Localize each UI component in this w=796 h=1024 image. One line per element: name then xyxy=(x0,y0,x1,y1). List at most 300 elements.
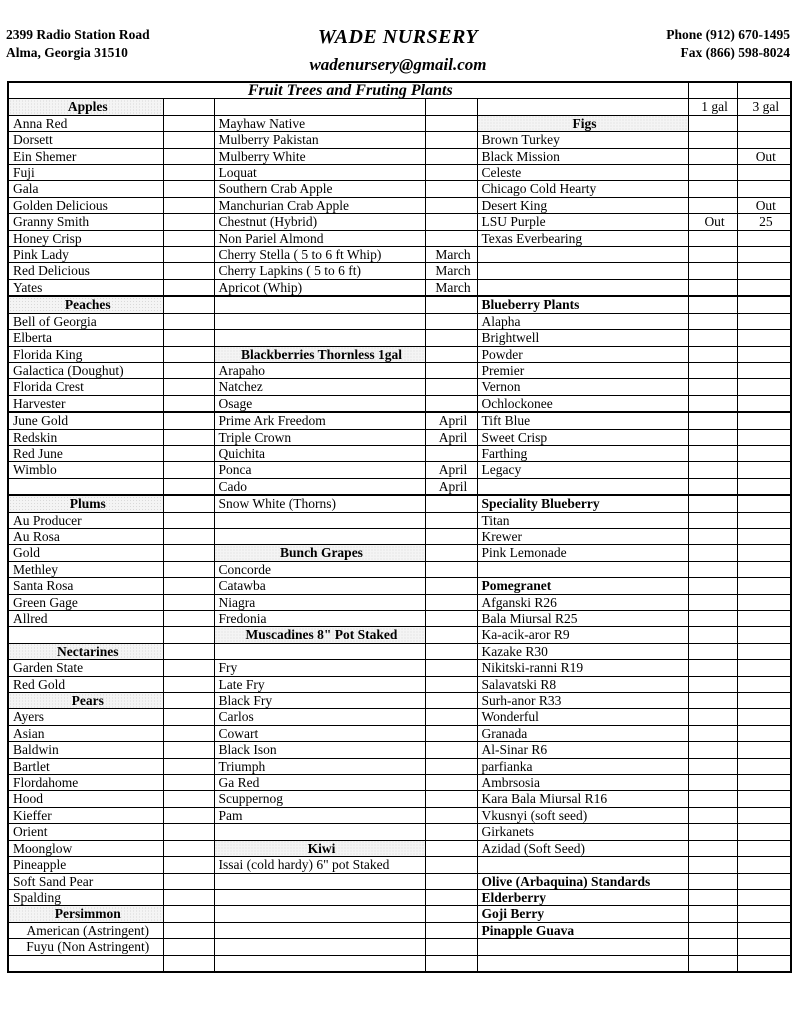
category-header-cell: Goji Berry xyxy=(477,906,688,922)
table-cell: Snow White (Thorns) xyxy=(214,495,425,512)
table-row xyxy=(8,643,791,659)
table-cell xyxy=(163,840,214,856)
table-cell xyxy=(688,395,737,412)
table-cell xyxy=(737,263,791,279)
table-row xyxy=(8,379,791,395)
table-cell xyxy=(163,395,214,412)
table-cell xyxy=(688,412,737,429)
table-cell: Mulberry Pakistan xyxy=(214,132,425,148)
table-cell xyxy=(477,857,688,873)
table-cell: Ambrsosia xyxy=(477,775,688,791)
table-cell: Loquat xyxy=(214,165,425,181)
table-cell: Texas Everbearing xyxy=(477,230,688,246)
table-cell xyxy=(688,462,737,478)
table-cell xyxy=(425,725,477,741)
table-cell xyxy=(688,512,737,528)
table-cell xyxy=(688,873,737,889)
table-cell xyxy=(163,247,214,263)
table-cell xyxy=(163,873,214,889)
table-cell: Fuyu (Non Astringent) xyxy=(8,939,163,955)
table-cell xyxy=(425,512,477,528)
category-header-cell: Blueberry Plants xyxy=(477,296,688,313)
table-cell xyxy=(163,362,214,378)
table-cell: Black Mission xyxy=(477,148,688,164)
table-cell xyxy=(425,181,477,197)
table-cell xyxy=(688,922,737,938)
table-cell xyxy=(425,742,477,758)
table-cell xyxy=(737,462,791,478)
table-cell xyxy=(737,742,791,758)
table-cell xyxy=(163,379,214,395)
table-cell: Afganski R26 xyxy=(477,594,688,610)
table-cell xyxy=(163,660,214,676)
table-row xyxy=(8,545,791,561)
table-cell: Hood xyxy=(8,791,163,807)
table-cell: Bala Miursal R25 xyxy=(477,611,688,627)
table-cell xyxy=(737,709,791,725)
table-row xyxy=(8,395,791,412)
table-cell xyxy=(425,939,477,955)
table-cell xyxy=(163,939,214,955)
table-cell: Triple Crown xyxy=(214,429,425,445)
table-cell xyxy=(737,693,791,709)
table-cell xyxy=(737,643,791,659)
table-row xyxy=(8,922,791,938)
table-row xyxy=(8,873,791,889)
table-cell xyxy=(163,594,214,610)
table-cell xyxy=(737,873,791,889)
section-header-cell: Plums xyxy=(8,495,163,512)
table-cell: April xyxy=(425,412,477,429)
table-row xyxy=(8,709,791,725)
table-cell: Yates xyxy=(8,279,163,296)
table-cell xyxy=(688,313,737,329)
table-cell: Titan xyxy=(477,512,688,528)
table-cell xyxy=(425,676,477,692)
table-cell xyxy=(688,824,737,840)
table-row xyxy=(8,346,791,362)
section-header-cell: Kiwi xyxy=(214,840,425,856)
table-row xyxy=(8,82,791,99)
table-cell: Baldwin xyxy=(8,742,163,758)
table-cell: Triumph xyxy=(214,758,425,774)
table-cell xyxy=(163,99,214,115)
table-cell: Arapaho xyxy=(214,362,425,378)
table-cell xyxy=(425,561,477,577)
table-cell xyxy=(163,115,214,131)
nursery-email: wadenursery@gmail.com xyxy=(309,55,487,74)
table-row xyxy=(8,578,791,594)
table-cell xyxy=(214,643,425,659)
table-cell: Ga Red xyxy=(214,775,425,791)
table-cell xyxy=(737,939,791,955)
table-cell xyxy=(688,181,737,197)
table-cell: Prime Ark Freedom xyxy=(214,412,425,429)
category-header-cell: Pinapple Guava xyxy=(477,922,688,938)
table-cell xyxy=(163,495,214,512)
table-row xyxy=(8,313,791,329)
table-cell xyxy=(425,132,477,148)
section-header-cell: Persimmon xyxy=(8,906,163,922)
table-row xyxy=(8,742,791,758)
table-cell xyxy=(425,197,477,213)
table-row xyxy=(8,412,791,429)
table-cell: Wimblo xyxy=(8,462,163,478)
table-cell xyxy=(688,346,737,362)
table-cell xyxy=(425,528,477,544)
table-cell: Cherry Lapkins ( 5 to 6 ft) xyxy=(214,263,425,279)
table-cell xyxy=(8,478,163,495)
table-cell xyxy=(163,758,214,774)
table-cell: Florida King xyxy=(8,346,163,362)
table-cell xyxy=(425,857,477,873)
table-cell: Gala xyxy=(8,181,163,197)
table-cell: Fuji xyxy=(8,165,163,181)
table-cell xyxy=(737,922,791,938)
letterhead-center xyxy=(226,26,570,75)
table-cell: Kara Bala Miursal R16 xyxy=(477,791,688,807)
table-cell xyxy=(737,840,791,856)
table-cell xyxy=(477,939,688,955)
table-cell xyxy=(737,330,791,346)
table-cell xyxy=(477,478,688,495)
table-cell: Au Producer xyxy=(8,512,163,528)
table-cell: Non Pariel Almond xyxy=(214,230,425,246)
table-cell: Farthing xyxy=(477,445,688,461)
table-cell xyxy=(163,165,214,181)
table-cell xyxy=(425,346,477,362)
table-cell xyxy=(688,791,737,807)
table-cell xyxy=(688,906,737,922)
table-cell xyxy=(688,148,737,164)
table-cell: Flordahome xyxy=(8,775,163,791)
table-cell: Tift Blue xyxy=(477,412,688,429)
table-cell xyxy=(688,660,737,676)
table-cell: Methley xyxy=(8,561,163,577)
table-cell xyxy=(688,676,737,692)
table-cell: Pineapple xyxy=(8,857,163,873)
table-cell xyxy=(737,807,791,823)
table-cell: Issai (cold hardy) 6" pot Staked xyxy=(214,857,425,873)
table-row xyxy=(8,906,791,922)
table-cell xyxy=(425,693,477,709)
table-cell xyxy=(163,528,214,544)
table-cell xyxy=(688,115,737,131)
sheet-title-cell: Fruit Trees and Fruting Plants xyxy=(8,82,688,99)
table-cell xyxy=(8,627,163,643)
table-cell xyxy=(688,627,737,643)
table-cell: Fredonia xyxy=(214,611,425,627)
table-cell xyxy=(425,807,477,823)
table-cell: Azidad (Soft Seed) xyxy=(477,840,688,856)
table-cell: Surh-anor R33 xyxy=(477,693,688,709)
table-cell: Garden State xyxy=(8,660,163,676)
table-row xyxy=(8,594,791,610)
table-cell xyxy=(163,279,214,296)
table-cell xyxy=(425,495,477,512)
table-cell: 3 gal xyxy=(737,99,791,115)
table-cell xyxy=(737,82,791,99)
table-cell xyxy=(163,181,214,197)
table-cell xyxy=(214,906,425,922)
table-cell: Black Fry xyxy=(214,693,425,709)
table-cell: Natchez xyxy=(214,379,425,395)
table-row xyxy=(8,791,791,807)
table-row xyxy=(8,955,791,972)
table-row xyxy=(8,148,791,164)
table-cell xyxy=(425,313,477,329)
table-cell xyxy=(425,775,477,791)
table-cell xyxy=(425,379,477,395)
table-cell xyxy=(163,791,214,807)
table-row xyxy=(8,181,791,197)
table-cell xyxy=(425,296,477,313)
table-cell: Niagra xyxy=(214,594,425,610)
table-row xyxy=(8,429,791,445)
table-cell xyxy=(163,922,214,938)
table-cell xyxy=(163,132,214,148)
table-cell xyxy=(425,148,477,164)
table-row xyxy=(8,132,791,148)
table-cell xyxy=(163,906,214,922)
table-cell xyxy=(688,478,737,495)
table-cell xyxy=(425,906,477,922)
table-cell xyxy=(8,955,163,972)
table-row xyxy=(8,263,791,279)
table-cell xyxy=(737,279,791,296)
section-header-cell: Figs xyxy=(477,115,688,131)
table-cell xyxy=(688,725,737,741)
table-cell: Florida Crest xyxy=(8,379,163,395)
table-cell: Salavatski R8 xyxy=(477,676,688,692)
table-row xyxy=(8,512,791,528)
table-cell: Allred xyxy=(8,611,163,627)
table-cell: March xyxy=(425,247,477,263)
table-cell: Desert King xyxy=(477,197,688,213)
table-cell xyxy=(688,279,737,296)
table-cell: Cowart xyxy=(214,725,425,741)
table-row xyxy=(8,115,791,131)
table-cell: Granada xyxy=(477,725,688,741)
table-cell xyxy=(688,807,737,823)
table-cell: Quichita xyxy=(214,445,425,461)
table-cell xyxy=(737,132,791,148)
table-cell xyxy=(214,313,425,329)
table-cell: Powder xyxy=(477,346,688,362)
table-cell: 25 xyxy=(737,214,791,230)
table-cell: Red Gold xyxy=(8,676,163,692)
table-row xyxy=(8,445,791,461)
table-cell xyxy=(737,296,791,313)
table-cell: Santa Rosa xyxy=(8,578,163,594)
table-cell xyxy=(163,889,214,905)
table-cell: Dorsett xyxy=(8,132,163,148)
table-cell: 1 gal xyxy=(688,99,737,115)
table-cell xyxy=(163,693,214,709)
table-cell xyxy=(425,115,477,131)
table-cell xyxy=(425,611,477,627)
price-table xyxy=(7,81,792,973)
table-cell xyxy=(737,512,791,528)
table-row xyxy=(8,528,791,544)
table-cell xyxy=(737,561,791,577)
table-cell: Vernon xyxy=(477,379,688,395)
table-cell xyxy=(425,627,477,643)
table-cell xyxy=(163,478,214,495)
table-cell: Mayhaw Native xyxy=(214,115,425,131)
table-cell xyxy=(163,445,214,461)
table-cell xyxy=(737,181,791,197)
table-cell xyxy=(737,758,791,774)
table-row xyxy=(8,611,791,627)
address-line-1: 2399 Radio Station Road xyxy=(6,27,150,42)
table-cell: Orient xyxy=(8,824,163,840)
table-row xyxy=(8,495,791,512)
table-cell: Apricot (Whip) xyxy=(214,279,425,296)
table-cell xyxy=(688,775,737,791)
table-cell xyxy=(425,99,477,115)
table-cell xyxy=(737,478,791,495)
table-body xyxy=(8,82,791,972)
table-cell xyxy=(688,132,737,148)
table-cell xyxy=(425,578,477,594)
table-cell xyxy=(688,840,737,856)
table-cell: Granny Smith xyxy=(8,214,163,230)
table-cell: Soft Sand Pear xyxy=(8,873,163,889)
table-cell xyxy=(737,627,791,643)
table-cell xyxy=(163,296,214,313)
table-row xyxy=(8,725,791,741)
table-cell xyxy=(163,462,214,478)
table-cell xyxy=(425,889,477,905)
table-cell: Gold xyxy=(8,545,163,561)
table-cell xyxy=(425,791,477,807)
table-row xyxy=(8,214,791,230)
table-cell: Golden Delicious xyxy=(8,197,163,213)
table-row xyxy=(8,939,791,955)
table-cell xyxy=(214,873,425,889)
table-cell: Bell of Georgia xyxy=(8,313,163,329)
table-cell: Carlos xyxy=(214,709,425,725)
table-cell xyxy=(737,545,791,561)
table-cell: Late Fry xyxy=(214,676,425,692)
table-cell: Pam xyxy=(214,807,425,823)
table-cell xyxy=(163,676,214,692)
table-cell xyxy=(688,165,737,181)
table-cell xyxy=(163,148,214,164)
table-cell xyxy=(163,857,214,873)
table-row xyxy=(8,857,791,873)
table-cell xyxy=(163,263,214,279)
table-cell xyxy=(214,922,425,938)
table-cell xyxy=(688,578,737,594)
table-cell xyxy=(688,379,737,395)
table-cell xyxy=(688,955,737,972)
fax-number: Fax (866) 598-8024 xyxy=(680,45,790,60)
table-cell: Vkusnyi (soft seed) xyxy=(477,807,688,823)
table-cell: April xyxy=(425,429,477,445)
table-cell: Black Ison xyxy=(214,742,425,758)
table-cell xyxy=(163,627,214,643)
table-cell: LSU Purple xyxy=(477,214,688,230)
table-cell: Ochlockonee xyxy=(477,395,688,412)
table-cell xyxy=(688,82,737,99)
table-cell: Mulberry White xyxy=(214,148,425,164)
contact-block xyxy=(570,26,790,62)
table-cell xyxy=(737,611,791,627)
table-cell xyxy=(163,578,214,594)
table-cell: Fry xyxy=(214,660,425,676)
table-row xyxy=(8,840,791,856)
table-cell: Bartlet xyxy=(8,758,163,774)
table-cell: Kieffer xyxy=(8,807,163,823)
table-cell: Anna Red xyxy=(8,115,163,131)
table-cell: Manchurian Crab Apple xyxy=(214,197,425,213)
table-cell xyxy=(737,660,791,676)
table-cell xyxy=(688,330,737,346)
table-cell xyxy=(477,99,688,115)
table-cell xyxy=(477,279,688,296)
table-cell xyxy=(214,824,425,840)
table-cell xyxy=(737,346,791,362)
table-cell xyxy=(688,561,737,577)
table-cell xyxy=(425,230,477,246)
table-cell xyxy=(688,296,737,313)
table-cell: Red June xyxy=(8,445,163,461)
table-cell xyxy=(425,214,477,230)
table-cell xyxy=(737,857,791,873)
category-header-cell: Speciality Blueberry xyxy=(477,495,688,512)
table-cell xyxy=(688,643,737,659)
table-cell xyxy=(737,889,791,905)
table-cell xyxy=(214,528,425,544)
table-cell xyxy=(688,197,737,213)
table-cell: Galactica (Doughut) xyxy=(8,362,163,378)
table-cell xyxy=(163,709,214,725)
table-cell xyxy=(737,362,791,378)
table-cell xyxy=(425,660,477,676)
table-cell xyxy=(688,445,737,461)
table-cell xyxy=(688,263,737,279)
table-cell: Ka-acik-aror R9 xyxy=(477,627,688,643)
section-header-cell: Blackberries Thornless 1gal xyxy=(214,346,425,362)
table-cell xyxy=(737,412,791,429)
table-cell xyxy=(737,230,791,246)
table-row xyxy=(8,758,791,774)
table-cell xyxy=(425,362,477,378)
table-cell xyxy=(214,939,425,955)
table-cell: Ein Shemer xyxy=(8,148,163,164)
phone-number: Phone (912) 670-1495 xyxy=(666,27,790,42)
table-cell xyxy=(425,594,477,610)
table-cell xyxy=(688,939,737,955)
table-cell xyxy=(163,955,214,972)
table-cell xyxy=(214,330,425,346)
table-cell xyxy=(737,594,791,610)
table-cell: Redskin xyxy=(8,429,163,445)
table-row xyxy=(8,230,791,246)
table-cell: Alapha xyxy=(477,313,688,329)
table-cell: Brown Turkey xyxy=(477,132,688,148)
table-cell xyxy=(163,561,214,577)
table-cell xyxy=(163,643,214,659)
table-cell xyxy=(425,824,477,840)
table-cell: Concorde xyxy=(214,561,425,577)
table-cell xyxy=(737,578,791,594)
table-cell xyxy=(425,330,477,346)
table-cell xyxy=(163,775,214,791)
category-header-cell: Olive (Arbaquina) Standards xyxy=(477,873,688,889)
